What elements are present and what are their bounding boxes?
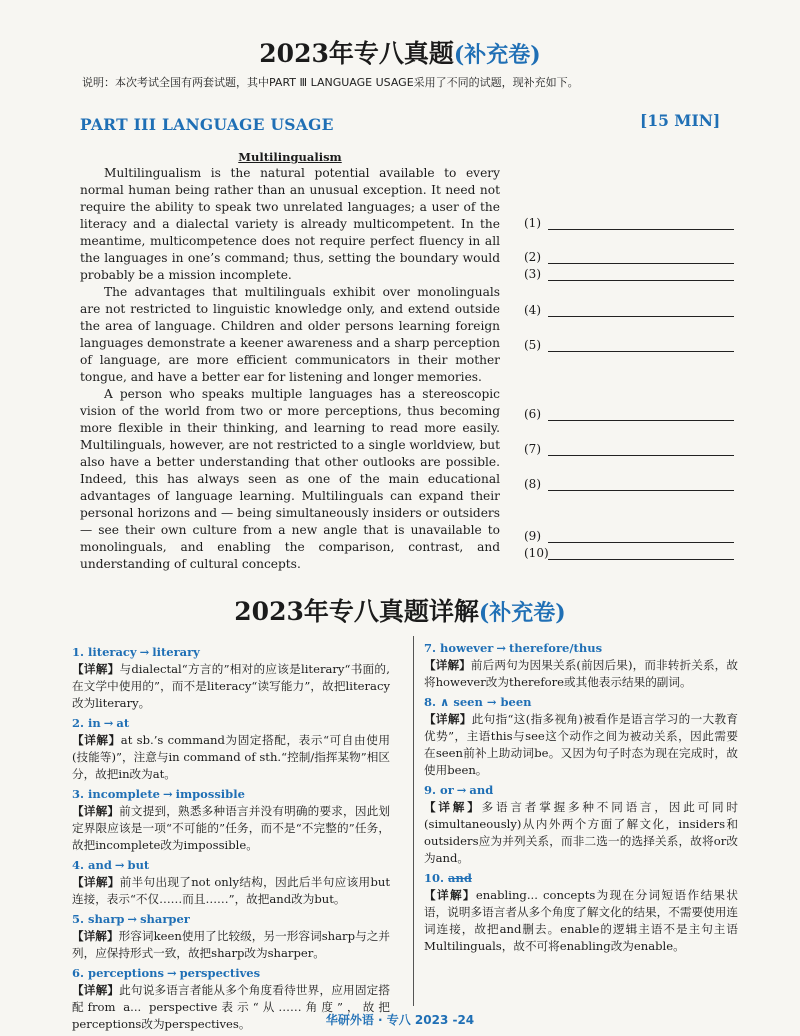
explanation-text: 形容词keen使用了比较级，另一形容词sharp与之并列，应保持形式一致，故把sharp改为sharper。 <box>72 929 390 960</box>
blank-line[interactable] <box>548 304 734 317</box>
answer-explanation <box>72 661 390 712</box>
page-title-main: 2023年专八真题 <box>259 39 454 68</box>
blank-line[interactable] <box>548 217 734 230</box>
arrow-right-icon: → <box>114 858 125 872</box>
blank-line[interactable] <box>548 530 734 543</box>
answer-number: 10. <box>424 871 445 885</box>
answer-from: ∧ <box>440 695 450 709</box>
blank-line[interactable] <box>548 251 734 264</box>
blank-number: (6) <box>524 407 541 421</box>
explanation-text: 前后两句为因果关系(前因后果)，而非转折关系，故将however改为therefore或其他表示结果的副词。 <box>424 658 738 689</box>
blank-number: (9) <box>524 529 541 543</box>
answer-to: but <box>127 858 150 872</box>
answer-from: and <box>448 871 472 885</box>
blank-number: (3) <box>524 267 541 281</box>
explanation-text: at sb.’s command为固定搭配，表示“可自由使用(技能等)”，注意与in command of sth.“控制/指挥某物”相区分，故把in改为at。 <box>72 733 390 781</box>
arrow-right-icon: → <box>456 783 467 797</box>
answer-to: and <box>469 783 494 797</box>
blank-line[interactable] <box>548 268 734 281</box>
instruction-note: 说明：本次考试全国有两套试题，其中PART Ⅲ LANGUAGE USAGE采用了不同的试题，现补充如下。 <box>82 76 579 89</box>
answer-from: or <box>440 783 454 797</box>
answer-item-10 <box>424 870 738 955</box>
explanation-text: 此句指“这(指多视角)被看作是语言学习的一大教育优势”，主语this与see这个动作之间为被动关系，因此需要在seen前补上助动词be。又因为句子时态为现在完成时，故使用been。 <box>424 712 738 777</box>
blank-number: (2) <box>524 250 541 264</box>
answer-to: perspectives <box>179 966 261 980</box>
blank-line[interactable] <box>548 339 734 352</box>
explanation-label: 【详解】 <box>72 929 119 943</box>
answer-to: literary <box>152 645 200 659</box>
answer-from: however <box>440 641 494 655</box>
answer-heading <box>424 870 738 887</box>
explanation-label: 【详解】 <box>424 888 476 902</box>
explanation-label: 【详解】 <box>424 712 472 726</box>
answer-number: 1. <box>72 645 85 659</box>
blank-line[interactable] <box>548 547 734 560</box>
answer-item-8 <box>424 694 738 779</box>
blank-number: (10) <box>524 546 549 560</box>
passage-title: Multilingualism <box>238 150 342 164</box>
answer-explanation <box>72 928 390 962</box>
answer-explanation <box>72 874 390 908</box>
answer-from: and <box>88 858 112 872</box>
answer-number: 3. <box>72 787 85 801</box>
answers-title-main: 2023年专八真题详解 <box>234 597 479 626</box>
explanation-text: 前文提到，熟悉多种语言并没有明确的要求，因此划定界限应该是一项“不可能的”任务，而不是“不完整的”任务，故把incomplete改为impossible。 <box>72 804 390 852</box>
explanation-label: 【详解】 <box>424 800 482 814</box>
blank-number: (5) <box>524 338 541 352</box>
answer-blank-10[interactable] <box>524 546 734 560</box>
answer-blank-8[interactable] <box>524 477 734 491</box>
explanation-text: 与dialectal“方言的”相对的应该是literary“书面的,在文学中使用的”，而不是literacy“读写能力”，故把literacy改为literary。 <box>72 662 390 710</box>
answer-explanation <box>72 732 390 783</box>
answer-explanation <box>424 799 738 867</box>
answer-explanation <box>424 887 738 955</box>
passage-paragraph-2: The advantages that multilinguals exhibit over monolinguals are not restricted to linguistic knowledge only, and extend outside the area of language. Children and older persons learning foreign languages demonstrate a keener awareness and a sharp perception of language, are more efficient communicators in their mother tongue, and have a better ear for listening and longer memories. <box>80 285 500 384</box>
page-title <box>0 34 800 70</box>
blank-number: (8) <box>524 477 541 491</box>
explanation-label: 【详解】 <box>72 875 120 889</box>
page-footer: 华研外语 · 专八 2023 -24 <box>325 1013 475 1027</box>
answer-blank-6[interactable] <box>524 407 734 421</box>
answers-column-right <box>424 640 738 958</box>
passage-paragraph-1: Multilingualism is the natural potential available to every normal human being rather than an unusual exception. It need not require the ability to speak two unrelated languages; a user of the literacy and a dialectal variety is already multicompetent. In the meantime, multicompetence does not require perfect fluency in all the languages in one’s command; thus, setting the boundary would probably be a mission incomplete. <box>80 166 500 282</box>
blank-number: (4) <box>524 303 541 317</box>
answer-heading <box>424 694 738 711</box>
arrow-right-icon: → <box>162 787 173 801</box>
passage-body <box>80 165 500 573</box>
blank-number: (1) <box>524 216 541 230</box>
explanation-text: 多语言者掌握多种不同语言，因此可同时(simultaneously)从内外两个方面了解文化，insiders和outsiders应为并列关系，而非二选一的选择关系，故将or改为and。 <box>424 800 738 865</box>
explanation-text: 前半句出现了not only结构，因此后半句应该用but连接，表示“不仅……而且……”，故把and改为but。 <box>72 875 390 906</box>
blank-number: (7) <box>524 442 541 456</box>
answer-blank-9[interactable] <box>524 529 734 543</box>
answer-to: impossible <box>175 787 245 801</box>
arrow-right-icon: → <box>496 641 506 655</box>
answer-heading <box>72 965 390 982</box>
answer-to: seen → been <box>453 695 532 709</box>
answer-item-3 <box>72 786 390 854</box>
answer-from: literacy <box>88 645 137 659</box>
answer-heading <box>424 782 738 799</box>
answer-heading <box>72 786 390 803</box>
answer-number: 6. <box>72 966 85 980</box>
answer-number: 4. <box>72 858 85 872</box>
explanation-text: enabling... concepts为现在分词短语作结果状语，说明多语言者从多个角度了解文化的结果，不需要使用连词连接，故把and删去。enable的逻辑主语不是主句主语Multilinguals，故不可将enabling改为enable。 <box>424 888 738 953</box>
answer-from: in <box>88 716 101 730</box>
answer-number: 9. <box>424 783 437 797</box>
answer-number: 5. <box>72 912 85 926</box>
time-limit: [15 MIN] <box>640 111 721 130</box>
answer-number: 8. <box>424 695 437 709</box>
answer-blank-2[interactable] <box>524 250 734 264</box>
answer-to: sharper <box>140 912 190 926</box>
answer-blank-1[interactable] <box>524 216 734 230</box>
column-divider <box>413 636 414 1006</box>
explanation-label: 【详解】 <box>72 804 120 818</box>
blank-line[interactable] <box>548 408 734 421</box>
answer-number: 7. <box>424 641 437 655</box>
answer-from: perceptions <box>88 966 164 980</box>
answer-item-1 <box>72 644 390 712</box>
answer-from: incomplete <box>88 787 160 801</box>
explanation-label: 【详解】 <box>424 658 471 672</box>
arrow-right-icon: → <box>167 966 177 980</box>
answer-heading <box>424 640 738 657</box>
answer-to: at <box>116 716 130 730</box>
answer-explanation <box>424 657 738 691</box>
answer-blank-5[interactable] <box>524 338 734 352</box>
page-title-sub: (补充卷) <box>453 42 541 68</box>
part-heading: PART III LANGUAGE USAGE <box>80 115 334 134</box>
answer-blank-3[interactable] <box>524 267 734 281</box>
answer-item-2 <box>72 715 390 783</box>
blank-line[interactable] <box>548 478 734 491</box>
explanation-label: 【详解】 <box>72 983 120 997</box>
answer-item-7 <box>424 640 738 691</box>
answer-heading <box>72 911 390 928</box>
arrow-right-icon: → <box>139 645 150 659</box>
blank-line[interactable] <box>548 443 734 456</box>
answer-blank-4[interactable] <box>524 303 734 317</box>
answer-heading <box>72 715 390 732</box>
passage-paragraph-3: A person who speaks multiple languages has a stereoscopic vision of the world from two or more perceptions, thus becoming more flexible in their thinking, and learning to read more easily. Multilinguals, however, are not restricted to a single worldview, but also have a better understanding that other outlooks are possible. Indeed, this has always seen as one of the main educational advantages of language learning. Multilinguals can expand their personal horizons and — being simultaneously insiders or outsiders — see their own culture from a new angle that is unavailable to monolinguals, and enabling the comparison, contrast, and understanding of cultural concepts. <box>80 387 500 571</box>
answer-blank-7[interactable] <box>524 442 734 456</box>
arrow-right-icon: → <box>103 716 114 730</box>
answers-title-sub: (补充卷) <box>478 600 566 626</box>
answer-to: therefore/thus <box>508 641 603 655</box>
answer-explanation <box>424 711 738 779</box>
answer-heading <box>72 857 390 874</box>
answer-item-9 <box>424 782 738 867</box>
explanation-label: 【详解】 <box>72 733 121 747</box>
explanation-label: 【详解】 <box>72 662 120 676</box>
answers-title <box>0 592 800 628</box>
answer-heading <box>72 644 390 661</box>
answers-column-left <box>72 644 390 1036</box>
answer-number: 2. <box>72 716 85 730</box>
answer-from: sharp <box>88 912 125 926</box>
answer-explanation <box>72 803 390 854</box>
explanation-text: 此句说多语言者能从多个角度看待世界，应用固定搭配from a... perspective表示“从……角度”，故把perceptions改为perspectives。 <box>72 983 390 1031</box>
arrow-right-icon: → <box>127 912 138 926</box>
answer-item-5 <box>72 911 390 962</box>
answer-item-4 <box>72 857 390 908</box>
